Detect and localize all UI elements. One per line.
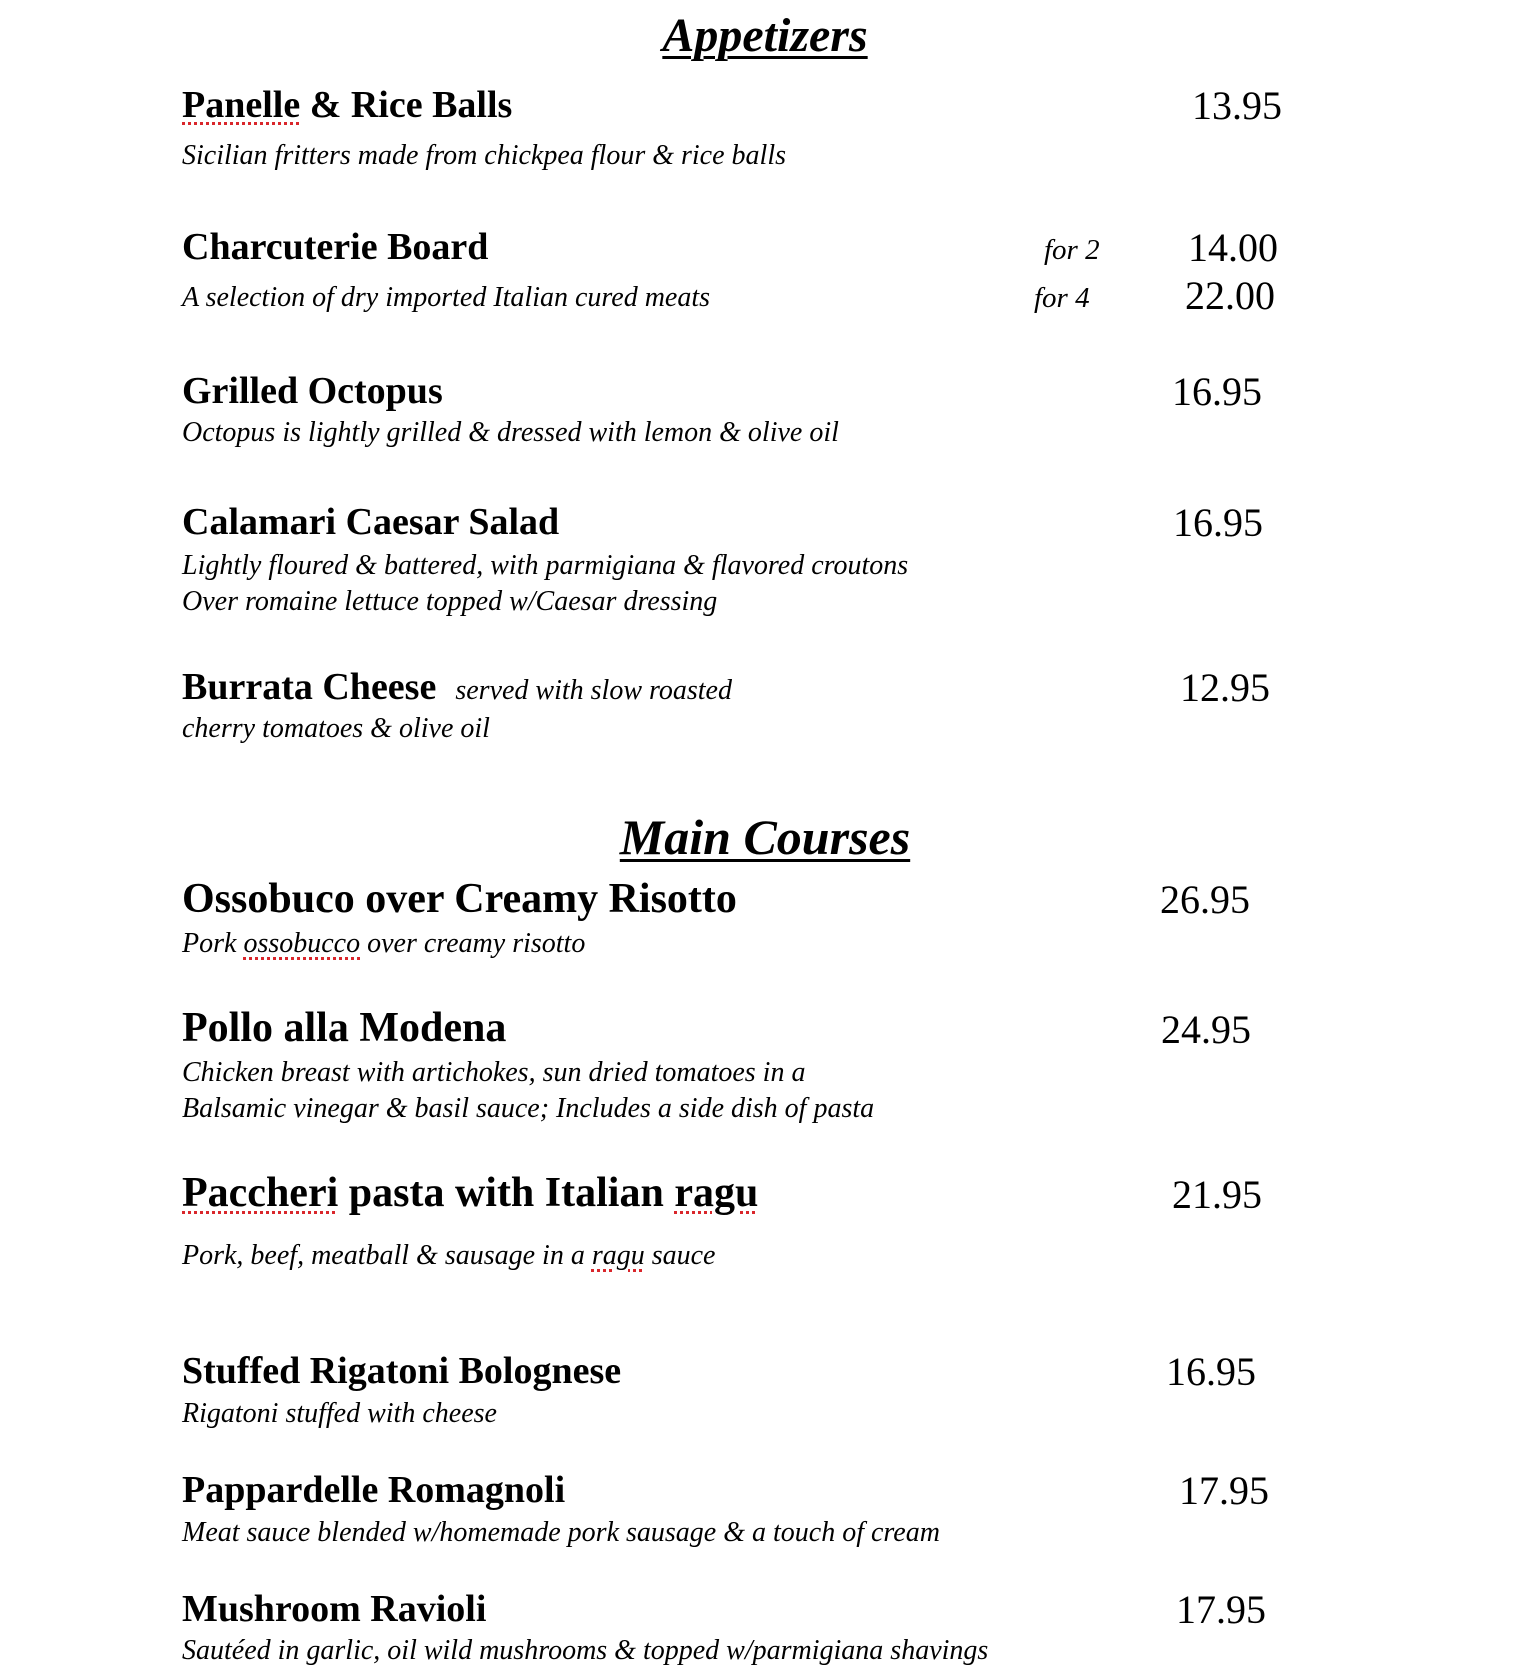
item-name-part: Burrata Cheese — [182, 666, 437, 708]
paccheri-description — [182, 1242, 716, 1270]
panelle-price: 13.95 — [1192, 83, 1282, 128]
spellcheck-word: Paccheri — [182, 1170, 339, 1216]
burrata-price: 12.95 — [1180, 665, 1270, 710]
spellcheck-word: ragu — [674, 1170, 759, 1216]
charcuterie-price-for-2: 14.00 — [1188, 225, 1278, 270]
spellcheck-word: ragu — [591, 1240, 645, 1271]
calamari-description-line-1: Lightly floured & battered, with parmigiana & flavored croutons — [182, 550, 909, 581]
ossobuco-item-name: Ossobuco over Creamy Risotto — [182, 876, 737, 922]
pollo-item-name: Pollo alla Modena — [182, 1005, 507, 1051]
calamari-item-name: Calamari Caesar Salad — [182, 501, 560, 543]
rigatoni-item-name: Stuffed Rigatoni Bolognese — [182, 1350, 622, 1392]
burrata-item-name — [182, 668, 732, 706]
spellcheck-word: ossobucco — [243, 928, 361, 959]
description-part: Pork, beef, meatball & sausage in a — [182, 1240, 592, 1271]
rigatoni-price: 16.95 — [1166, 1349, 1256, 1394]
item-name-part: & Rice Balls — [300, 84, 513, 126]
item-name-part: pasta with Italian — [338, 1170, 675, 1216]
pollo-description-line-2: Balsamic vinegar & basil sauce; Includes a side dish of pasta — [182, 1093, 875, 1124]
pollo-description-line-1: Chicken breast with artichokes, sun dried tomatoes in a — [182, 1057, 806, 1088]
paccheri-price: 21.95 — [1172, 1172, 1262, 1217]
panelle-item-name — [182, 86, 512, 124]
pappardelle-price: 17.95 — [1179, 1468, 1269, 1513]
main-courses-heading: Main Courses — [619, 809, 911, 865]
charcuterie-portion-for-2: for 2 — [1044, 234, 1100, 266]
description-part: sauce — [644, 1240, 716, 1271]
charcuterie-item-name: Charcuterie Board — [182, 226, 489, 268]
panelle-description: Sicilian fritters made from chickpea flour & rice balls — [182, 140, 786, 171]
burrata-description: cherry tomatoes & olive oil — [182, 713, 490, 744]
ossobuco-price: 26.95 — [1160, 877, 1250, 922]
description-part: Pork — [182, 928, 244, 959]
octopus-price: 16.95 — [1172, 369, 1262, 414]
spellcheck-word: Panelle — [182, 84, 301, 126]
charcuterie-price-for-4: 22.00 — [1185, 273, 1275, 318]
pollo-price: 24.95 — [1161, 1007, 1251, 1052]
appetizers-heading: Appetizers — [662, 9, 868, 62]
octopus-description: Octopus is lightly grilled & dressed with lemon & olive oil — [182, 417, 839, 448]
charcuterie-description: A selection of dry imported Italian cured meats — [182, 282, 711, 313]
ravioli-price: 17.95 — [1176, 1587, 1266, 1632]
charcuterie-portion-for-4: for 4 — [1034, 282, 1090, 314]
ravioli-item-name: Mushroom Ravioli — [182, 1588, 487, 1630]
octopus-item-name: Grilled Octopus — [182, 370, 443, 412]
ravioli-description: Sautéed in garlic, oil wild mushrooms & topped w/parmigiana shavings — [182, 1635, 989, 1666]
description-part: over creamy risotto — [360, 928, 586, 959]
pappardelle-item-name: Pappardelle Romagnoli — [182, 1469, 566, 1511]
calamari-price: 16.95 — [1173, 500, 1263, 545]
ossobuco-description — [182, 930, 585, 958]
pappardelle-description: Meat sauce blended w/homemade pork sausage & a touch of cream — [182, 1517, 940, 1548]
paccheri-item-name — [182, 1172, 758, 1214]
burrata-inline-description: served with slow roasted — [455, 675, 732, 706]
rigatoni-description: Rigatoni stuffed with cheese — [182, 1398, 497, 1429]
calamari-description-line-2: Over romaine lettuce topped w/Caesar dressing — [182, 586, 718, 617]
